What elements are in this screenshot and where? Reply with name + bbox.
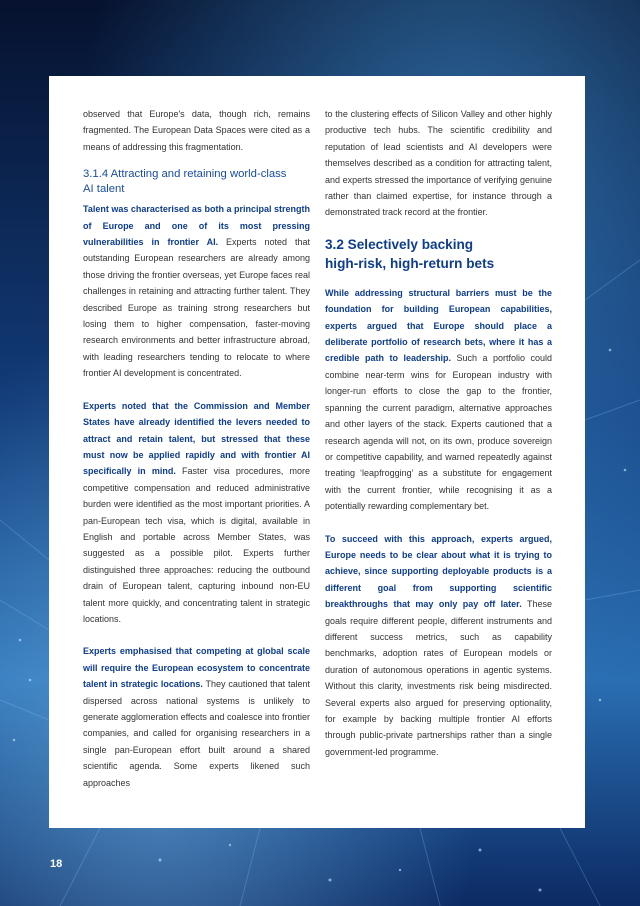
section-heading-3-1-4 — [83, 167, 310, 197]
bold-lead: Talent was characterised as both a principal strength of Europe and one of its most pressing vulnerabilities in frontier AI. — [83, 204, 310, 248]
heading-line: AI talent — [83, 183, 125, 196]
bold-lead: Experts emphasised that competing at global scale will require the European ecosystem to concentrate talent in strategic locations. — [83, 646, 310, 690]
paragraph: observed that Europe's data, though rich, remains fragmented. The European Data Spaces were cited as a means of addressing this fragmentation. — [83, 109, 310, 152]
heading-line: 3.1.4 Attracting and retaining world-class — [83, 168, 287, 181]
paragraph — [83, 201, 310, 381]
heading-line: 3.2 Selectively backing — [325, 236, 474, 252]
paragraph: to the clustering effects of Silicon Valley and other highly productive tech hubs. The scientific credibility and reputation of lead scientists and AI developers were themselves described as a condition for attracting talent, and experts stressed the importance of verifying genuine rather than claimed expertise, for instance through a demonstrated track record at the frontier. — [325, 109, 552, 218]
paragraph-text: Faster visa procedures, more competitive compensation and reduced administrative burden were identified as the most important priorities. A pan-European tech visa, which is digital, available in English and portable across Member States, was suggested as a possible pilot. Experts further distinguished three approaches: reducing the outbound drain of European talent, capturing inbound non-EU talent more quickly, and concentrating talent in strategic locations. — [83, 466, 311, 624]
paragraph — [83, 398, 310, 628]
heading-line: high-risk, high-return bets — [325, 255, 495, 271]
section-heading-3-2 — [325, 235, 552, 273]
bold-lead: To succeed with this approach, experts argued, Europe needs to be clear about what it is trying to achieve, since supporting deployable products is a different goal from supporting scientific breakthroughs that may only pay off later. — [325, 533, 552, 610]
paragraph — [325, 531, 552, 761]
bold-lead: Experts noted that the Commission and Member States have already identified the levers needed to attract and retain talent, but stressed that these must now be applied rapidly and with frontier AI specifically in mind. — [83, 400, 310, 477]
paragraph — [83, 643, 310, 791]
page-number: 18 — [50, 858, 63, 870]
right-column — [325, 106, 552, 760]
paragraph-text: Such a portfolio could combine near-term wins for European industry with longer-run efforts to close the gap to the frontier, spanning the current paradigm, alternative approaches and other layers of the stack. Experts cautioned that a research agenda will not, on its own, produce sovereign or competitive capability, and warned repeatedly against treating ‘leapfrogging’ as a substitute for engagement with the current frontier, while recognising it as a potentially rewarding complementary bet. — [325, 353, 553, 512]
bold-lead: While addressing structural barriers must be the foundation for building European capabilities, experts argued that Europe should place a deliberate portfolio of research bets, where it has a credible path to leadership. — [325, 287, 552, 364]
paragraph-text: Experts noted that outstanding European researchers are already among those driving the frontier overseas, yet Europe faces real challenges in retaining and attracting further talent. They described Europe as training strong researchers but losing them to higher compensation, faster-moving research environments and better infrastructure abroad, with leading researchers tending to relocate to where frontier AI development is concentrated. — [83, 237, 311, 379]
left-column — [83, 106, 310, 791]
content-card — [49, 76, 585, 828]
paragraph-text: These goals require different people, different instruments and different success metrics, such as capability benchmarks, adoption rates of European models or duration of autonomous operations in agentic systems. Without this clarity, investments risk being misdirected. Several experts also argued for preserving optionality, for example by backing multiple frontier AI efforts through public-private partnerships rather than a single government-led programme. — [325, 599, 552, 757]
paragraph-text: They cautioned that talent dispersed across national systems is unlikely to generate agglomeration effects and coalesce into frontier companies, and called for organising researchers in a single pan-European effort built around a shared scientific agenda. Some experts likened such approaches — [83, 679, 310, 788]
paragraph — [325, 285, 552, 515]
